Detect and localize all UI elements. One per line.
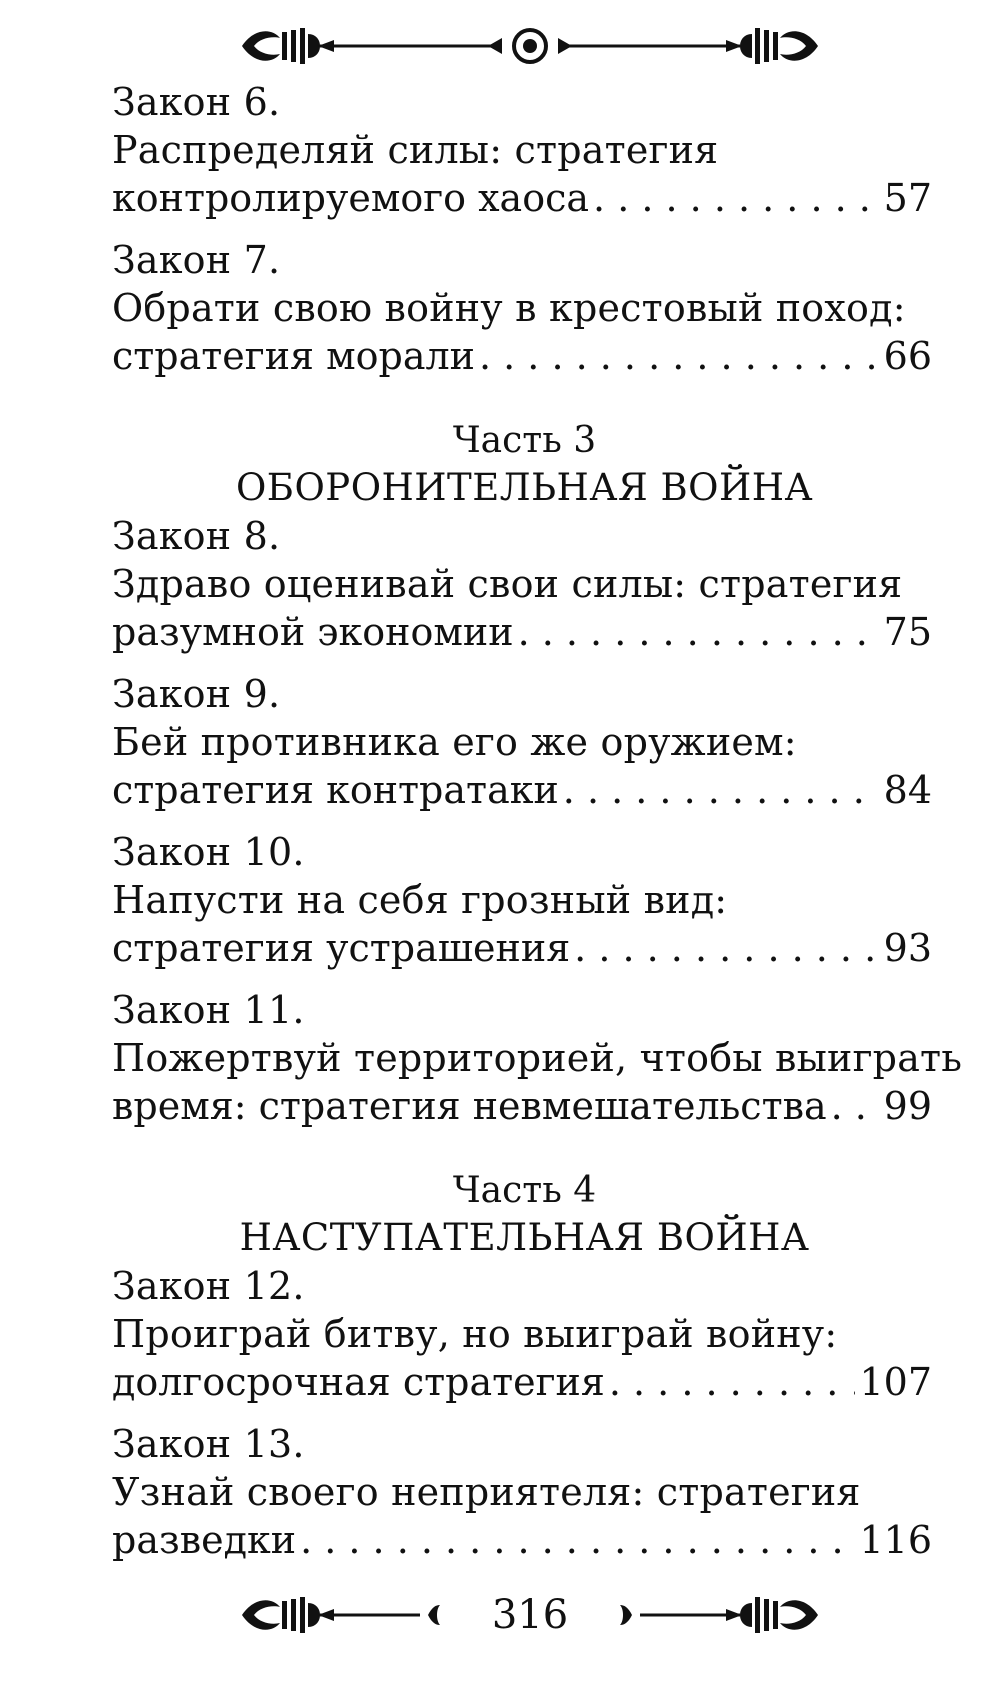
entry-title-line: Проиграй битву, но выиграй войну: <box>112 1312 838 1356</box>
toc-entry-law-9[interactable] <box>112 670 932 814</box>
page-ref: 66 <box>883 334 932 378</box>
part-heading-4 <box>112 1168 937 1262</box>
toc-entry-law-6[interactable] <box>112 78 932 222</box>
entry-leader-line <box>112 1516 932 1564</box>
dot-leader <box>831 1082 880 1130</box>
entry-title-line: стратегия контратаки <box>112 768 559 812</box>
entry-title-line: Здраво оценивай свои силы: стратегия <box>112 562 903 606</box>
entry-title-line: стратегия устрашения <box>112 926 571 970</box>
dot-leader <box>609 1358 856 1406</box>
entry-leader-line <box>112 1358 932 1406</box>
entry-title-line: разведки <box>112 1518 297 1562</box>
law-number: Закон 12. <box>112 1264 305 1308</box>
entry-title-line: Бей противника его же оружием: <box>112 720 797 764</box>
entry-title-line: стратегия морали <box>112 334 475 378</box>
part-number: Часть 4 <box>452 1170 597 1211</box>
toc-entry-law-12[interactable] <box>112 1262 932 1406</box>
page-ref: 107 <box>859 1360 932 1404</box>
entry-leader-line <box>112 1082 932 1130</box>
page-ref: 116 <box>859 1518 932 1562</box>
law-number: Закон 11. <box>112 988 305 1032</box>
entry-title-line: разумной экономии <box>112 610 514 654</box>
law-number: Закон 6. <box>112 80 281 124</box>
toc-entry-law-8[interactable] <box>112 512 932 656</box>
entry-title-line: Напусти на себя грозный вид: <box>112 878 728 922</box>
part-title: НАСТУПАТЕЛЬНАЯ ВОЙНА <box>239 1216 810 1259</box>
entry-leader-line <box>112 174 932 222</box>
part-number: Часть 3 <box>452 420 597 461</box>
part-title: ОБОРОНИТЕЛЬНАЯ ВОЙНА <box>235 466 814 509</box>
toc-entry-law-13[interactable] <box>112 1420 932 1564</box>
table-of-contents <box>112 78 963 1578</box>
page-ref: 75 <box>883 610 932 654</box>
entry-title-line: Узнай своего неприятеля: стратегия <box>112 1470 861 1514</box>
page-ref: 84 <box>883 768 932 812</box>
page-number: 316 <box>491 1592 569 1638</box>
dot-leader <box>593 174 880 222</box>
entry-leader-line <box>112 332 932 380</box>
law-number: Закон 10. <box>112 830 305 874</box>
dot-leader <box>479 332 880 380</box>
dot-leader <box>300 1516 855 1564</box>
entry-title-line: время: стратегия невмешательства <box>112 1084 827 1128</box>
dot-leader <box>574 924 879 972</box>
law-number: Закон 7. <box>112 238 281 282</box>
entry-title-line: Обрати свою войну в крестовый поход: <box>112 286 906 330</box>
ornament-divider-icon <box>240 18 820 74</box>
toc-entry-law-11[interactable] <box>112 986 963 1130</box>
part-heading-3 <box>112 418 937 512</box>
law-number: Закон 13. <box>112 1422 305 1466</box>
entry-title-line: долгосрочная стратегия <box>112 1360 605 1404</box>
law-number: Закон 8. <box>112 514 281 558</box>
page-footer <box>240 1585 820 1645</box>
law-number: Закон 9. <box>112 672 281 716</box>
dot-leader <box>518 608 880 656</box>
entry-leader-line <box>112 766 932 814</box>
dot-leader <box>563 766 880 814</box>
toc-entry-law-7[interactable] <box>112 236 932 380</box>
entry-title-line: Распределяй силы: стратегия <box>112 128 719 172</box>
entry-title-line: контролируемого хаоса <box>112 176 590 220</box>
entry-leader-line <box>112 608 932 656</box>
entry-title-line: Пожертвуй территорией, чтобы выиграть <box>112 1036 963 1080</box>
toc-entry-law-10[interactable] <box>112 828 932 972</box>
page-ref: 57 <box>883 176 932 220</box>
entry-leader-line <box>112 924 932 972</box>
page-ref: 93 <box>883 926 932 970</box>
page-ref: 99 <box>883 1084 932 1128</box>
